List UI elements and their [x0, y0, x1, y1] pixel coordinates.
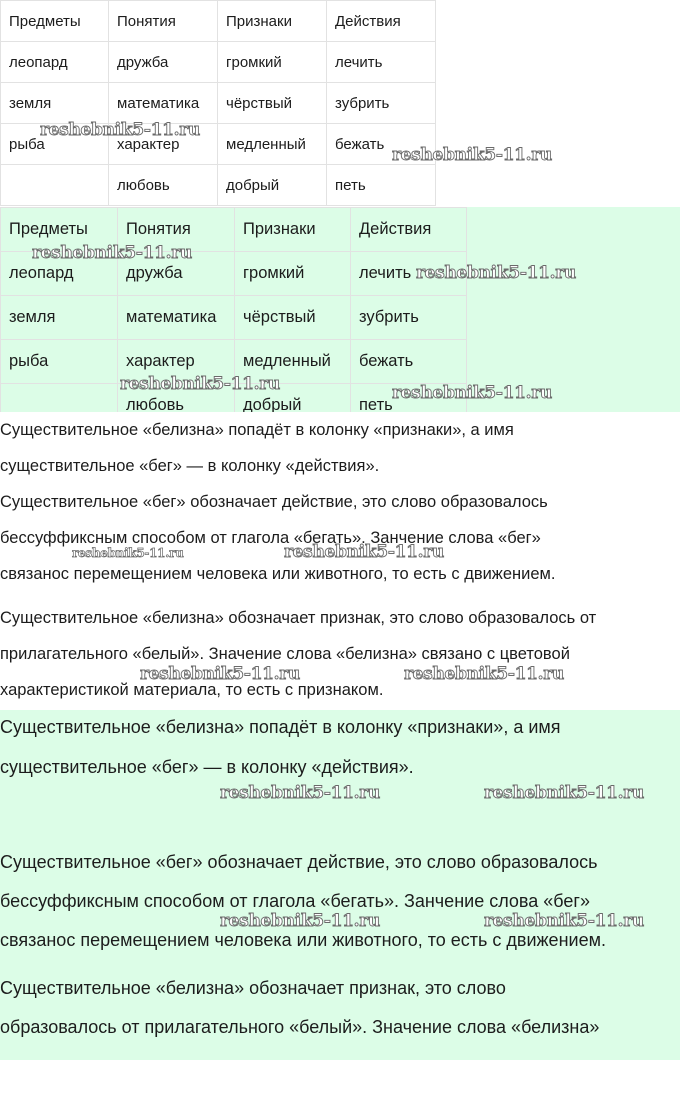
paragraph-line: прилагательного «белый». Значение слова «белизна» связано с цветовой	[0, 645, 570, 663]
table-cell: добрый	[218, 165, 327, 206]
watermark: reshebnik5-11.ru	[484, 783, 644, 803]
table-cell: зубрить	[351, 296, 467, 340]
table-cell: характер	[118, 340, 235, 384]
table-row	[1, 296, 467, 340]
table-cell: медленный	[235, 340, 351, 384]
paragraph-line: существительное «бег» — в колонку «действия».	[0, 457, 380, 475]
watermark: reshebnik5-11.ru	[140, 664, 300, 684]
watermark: reshebnik5-11.ru	[392, 145, 552, 165]
table-cell: чёрствый	[235, 296, 351, 340]
header-cell: Предметы	[1, 208, 118, 252]
table-cell: лечить	[327, 42, 436, 83]
watermark: reshebnik5-11.ru	[40, 120, 200, 140]
table-cell: чёрствый	[218, 83, 327, 124]
header-cell: Признаки	[218, 1, 327, 42]
paragraph-line: существительное «бег» — в колонку «действия».	[0, 757, 414, 777]
table-cell: лечить	[351, 252, 467, 296]
paragraph-line: Существительное «бег» обозначает действие, это слово образовалось	[0, 493, 548, 511]
table-section-1	[0, 0, 680, 207]
header-cell: Действия	[327, 1, 436, 42]
watermark: reshebnik5-11.ru	[416, 263, 576, 283]
table-cell: бежать	[327, 124, 436, 165]
watermark: reshebnik5-11.ru	[392, 383, 552, 403]
watermark: reshebnik5-11.ru	[72, 546, 184, 560]
table-cell: леопард	[1, 42, 109, 83]
table-header-row	[1, 1, 436, 42]
table-cell: математика	[109, 83, 218, 124]
table-cell: любовь	[109, 165, 218, 206]
paragraph-line: Существительное «белизна» попадёт в колонку «признаки», а имя	[0, 421, 514, 439]
paragraph-line: Существительное «белизна» обозначает признак, это слово образовалось от	[0, 609, 597, 627]
paragraph-line: характеристикой материала, то есть с признаком.	[0, 681, 384, 699]
header-cell: Понятия	[118, 208, 235, 252]
watermark: reshebnik5-11.ru	[484, 911, 644, 931]
header-cell: Признаки	[235, 208, 351, 252]
table-cell: характер	[109, 124, 218, 165]
table-cell: медленный	[218, 124, 327, 165]
paragraph-line: образовалось от прилагательного «белый». Значение слова «белизна»	[0, 1017, 600, 1037]
header-cell: Действия	[351, 208, 467, 252]
table-cell: дружба	[118, 252, 235, 296]
watermark: reshebnik5-11.ru	[220, 911, 380, 931]
table-cell: земля	[1, 296, 118, 340]
paragraph-line: Существительное «белизна» обозначает признак, это слово	[0, 978, 506, 998]
table-cell: громкий	[235, 252, 351, 296]
table-row	[1, 165, 436, 206]
table-cell: математика	[118, 296, 235, 340]
table-row	[1, 83, 436, 124]
table-section-2	[0, 207, 680, 412]
paragraph-line: бессуффиксным способом от глагола «бегать». Занчение слова «бег»	[0, 529, 541, 547]
word-table-1	[0, 0, 436, 206]
table-cell: рыба	[1, 124, 109, 165]
table-cell: любовь	[118, 384, 235, 413]
header-cell: Предметы	[1, 1, 109, 42]
paragraph-line: Существительное «белизна» попадёт в колонку «признаки», а имя	[0, 717, 561, 737]
header-cell: Понятия	[109, 1, 218, 42]
table-cell: дружба	[109, 42, 218, 83]
table-cell: земля	[1, 83, 109, 124]
answer-text-2	[0, 710, 680, 1060]
watermark: reshebnik5-11.ru	[220, 783, 380, 803]
table-cell	[1, 165, 109, 206]
table-cell: леопард	[1, 252, 118, 296]
table-cell: зубрить	[327, 83, 436, 124]
paragraph-line: Существительное «бег» обозначает действие, это слово образовалось	[0, 852, 598, 872]
watermark: reshebnik5-11.ru	[284, 542, 444, 562]
table-cell: петь	[351, 384, 467, 413]
watermark: reshebnik5-11.ru	[32, 243, 192, 263]
paragraph-line: бессуффиксным способом от глагола «бегать». Занчение слова «бег»	[0, 891, 590, 911]
watermark: reshebnik5-11.ru	[120, 374, 280, 394]
paragraph-line: связанос перемещением человека или животного, то есть с движением.	[0, 930, 606, 950]
table-cell: добрый	[235, 384, 351, 413]
table-cell: петь	[327, 165, 436, 206]
answer-text-1	[0, 412, 680, 710]
table-row	[1, 42, 436, 83]
table-cell	[1, 384, 118, 413]
watermark: reshebnik5-11.ru	[404, 664, 564, 684]
table-cell: бежать	[351, 340, 467, 384]
table-cell: рыба	[1, 340, 118, 384]
paragraph-line: связанос перемещением человека или животного, то есть с движением.	[0, 565, 556, 583]
table-cell: громкий	[218, 42, 327, 83]
